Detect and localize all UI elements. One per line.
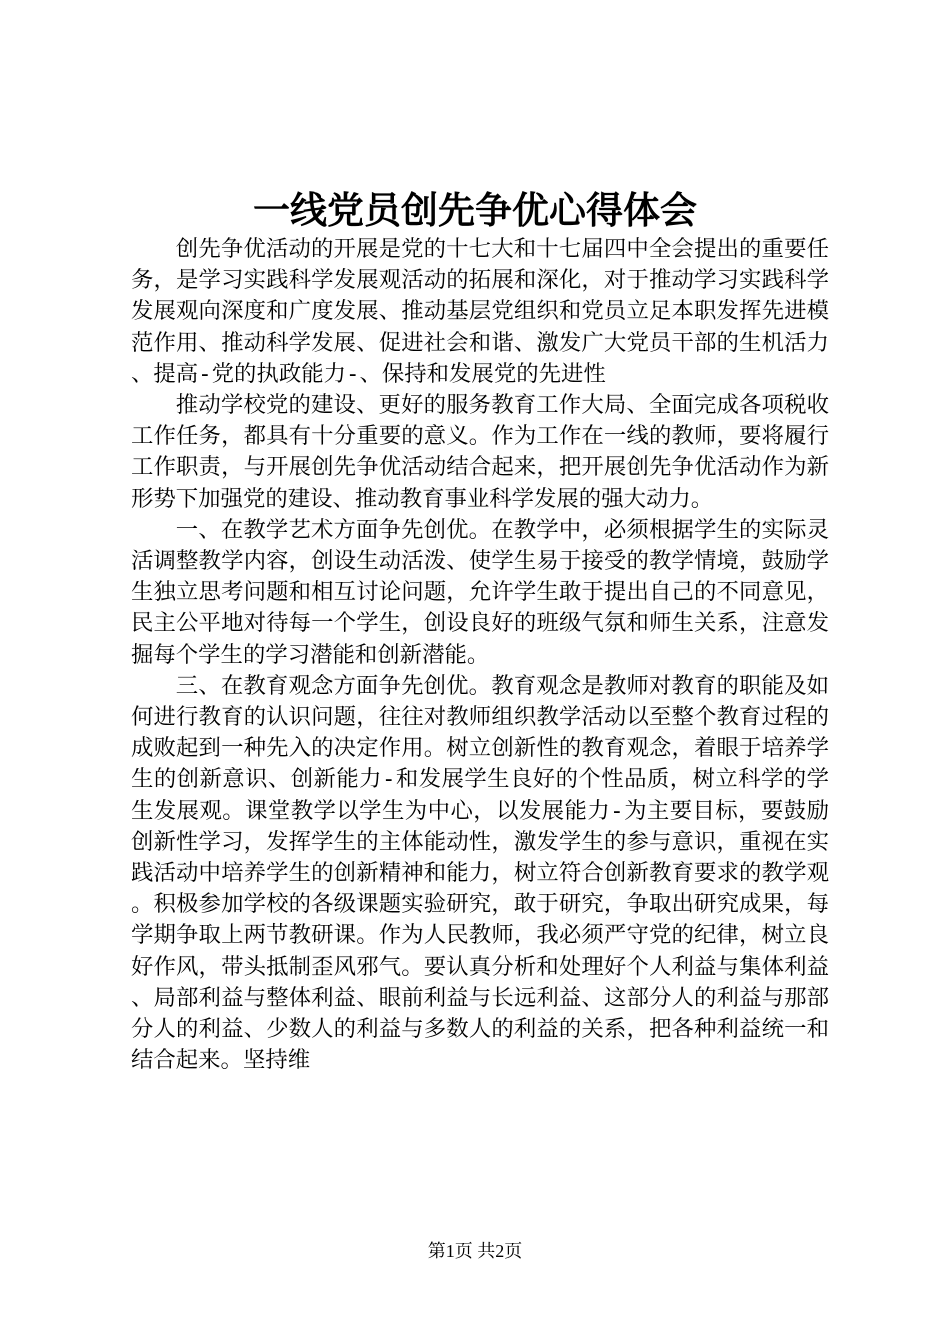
- paragraph: 创先争优活动的开展是党的十七大和十七届四中全会提出的重要任务，是学习实践科学发展观活动的拓展和深化，对于推动学习实践科学发展观向深度和广度发展、推动基层党组织和党员立足本职发挥先进模范作用、推动科学发展、促进社会和谐、激发广大党员干部的生机活力、提高-党的执政能力-、保持和发展党的先进性: [131, 236, 829, 387]
- paragraph: 一、在教学艺术方面争先创优。在教学中，必须根据学生的实际灵活调整教学内容，创设生动活泼、使学生易于接受的教学情境，鼓励学生独立思考问题和相互讨论问题，允许学生敢于提出自己的不同意见，民主公平地对待每一个学生，创设良好的班级气氛和师生关系，注意发掘每个学生的学习潜能和创新潜能。: [131, 516, 829, 668]
- paragraph: 推动学校党的建设、更好的服务教育工作大局、全面完成各项税收工作任务，都具有十分重要的意义。作为工作在一线的教师，要将履行工作职责，与开展创先争优活动结合起来，把开展创先争优活动作为新形势下加强党的建设、推动教育事业科学发展的强大动力。: [131, 392, 829, 512]
- paragraph: 三、在教育观念方面争先创优。教育观念是教师对教育的职能及如何进行教育的认识问题，往往对教师组织教学活动以至整个教育过程的成败起到一种先入的决定作用。树立创新性的教育观念，着眼于培养学生的创新意识、创新能力-和发展学生良好的个性品质，树立科学的学生发展观。课堂教学以学生为中心，以发展能力-为主要目标，要鼓励创新性学习，发挥学生的主体能动性，激发学生的参与意识，重视在实践活动中培养学生的创新精神和能力，树立符合创新教育要求的教学观。积极参加学校的各级课题实验研究，敢于研究，争取出研究成果，每学期争取上两节教研课。作为人民教师，我必须严守党的纪律，树立良好作风，带头抵制歪风邪气。要认真分析和处理好个人利益与集体利益、局部利益与整体利益、眼前利益与长远利益、这部分人的利益与那部分人的利益、少数人的利益与多数人的利益的关系，把各种利益统一和结合起来。坚持维: [131, 672, 829, 1074]
- page-number-footer: 第1页 共2页: [427, 1241, 523, 1261]
- document-body: [131, 234, 829, 1076]
- document-title: 一线党员创先争优心得体会: [253, 188, 697, 232]
